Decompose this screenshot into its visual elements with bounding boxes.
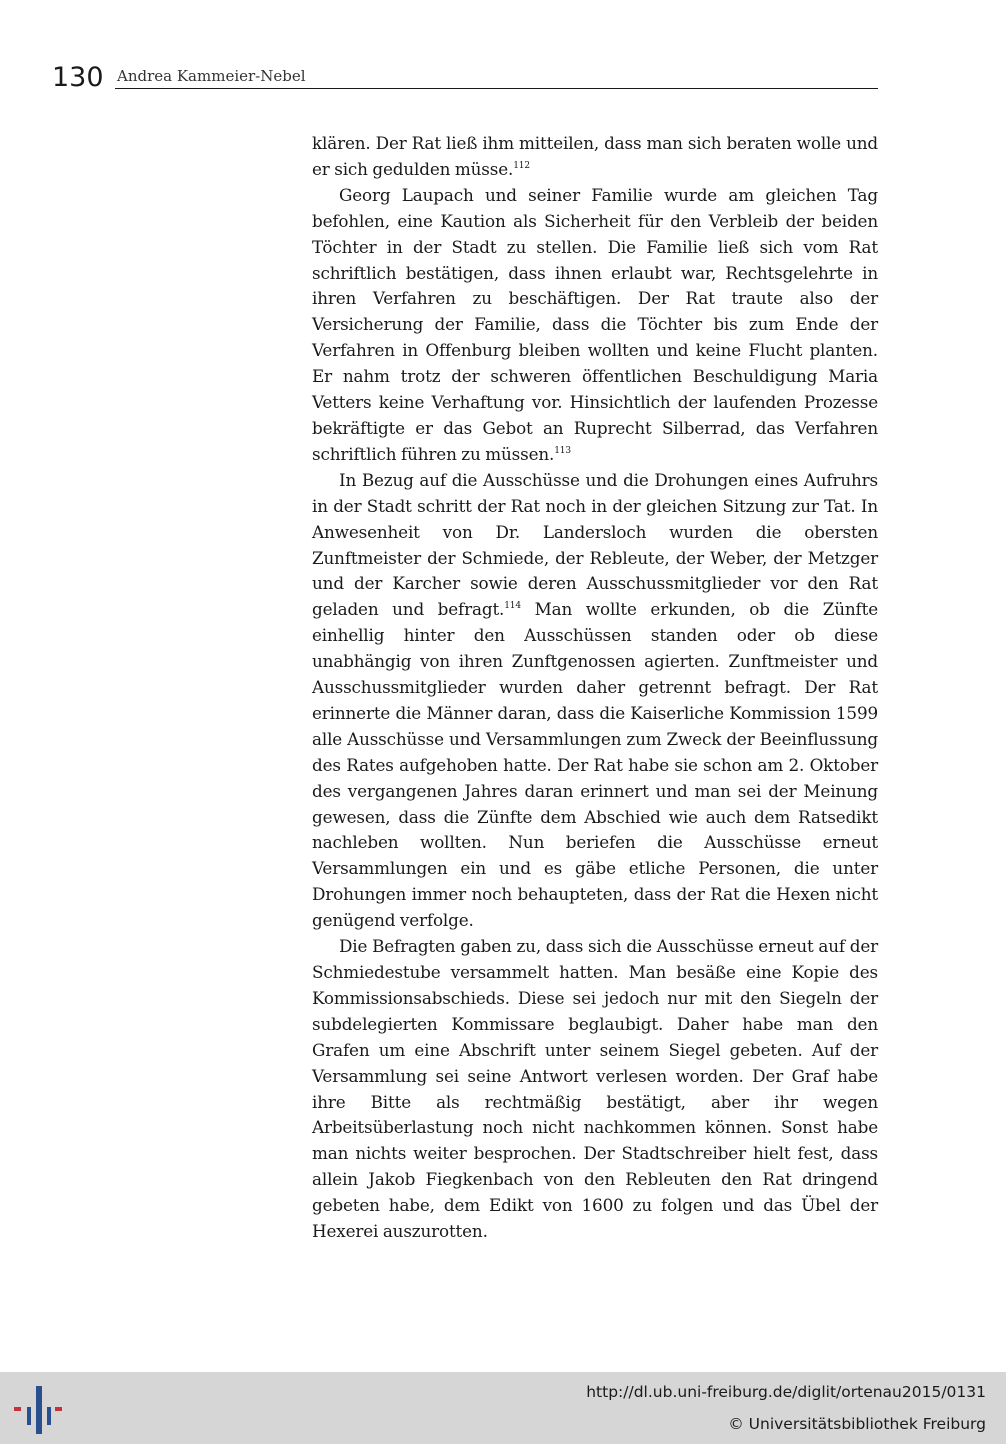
body-paragraph (312, 131, 878, 183)
page-number: 130 (52, 62, 104, 93)
running-head-author: Andrea Kammeier-Nebel (117, 67, 306, 85)
footnote-marker[interactable]: 114 (504, 601, 521, 612)
footer-copyright: © Universitätsbibliothek Freiburg (728, 1415, 986, 1433)
paragraph-text: Die Befragten gaben zu, dass sich die Ausschüsse erneut auf der Schmiedestube versammelt hatten. Man besäße eine Kopie des Kommissionsabschieds. Diese sei jedoch nur mit den Siegeln der subdelegierten Kommissare beglaubigt. Daher habe man den Grafen um eine Abschrift unter seinem Siegel gebeten. Auf der Versammlung sei seine Antwort verlesen worden. Der Graf habe ihre Bitte als rechtmäßig bestätigt, aber ihr wegen Arbeitsüberlastung noch nicht nachkommen können. Sonst habe man nichts weiter besprochen. Der Stadtschreiber hielt fest, dass allein Jakob Fiegkenbach von den Rebleuten den Rat dringend gebeten habe, dem Edikt von 1600 zu folgen und das Übel der Hexerei auszurotten. (312, 936, 878, 1242)
ub-freiburg-logo-icon (14, 1386, 66, 1434)
paragraph-text: In Bezug auf die Ausschüsse und die Drohungen eines Aufruhrs in der Stadt schritt der Rat noch in der gleichen Sitzung zur Tat. In Anwesenheit von Dr. Landersloch wurden die obersten Zunftmeister der Schmiede, der Rebleute, der Weber, der Metzger und der Karcher sowie deren Ausschussmitglieder vor den Rat geladen und befragt. (312, 469, 878, 620)
footer-bar (0, 1372, 1006, 1444)
page-header (0, 0, 1006, 100)
paragraph-text: Georg Laupach und seiner Familie wurde am gleichen Tag befohlen, eine Kaution als Sicherheit für den Verbleib der beiden Töchter in der Stadt zu stellen. Die Familie ließ sich vom Rat schriftlich bestätigen, dass ihnen erlaubt war, Rechtsgelehrte in ihren Verfahren zu beschäftigen. Der Rat traute also der Versicherung der Familie, dass die Töchter bis zum Ende der Verfahren in Offenburg bleiben wollten und keine Flucht planten. Er nahm trotz der schweren öffentlichen Beschuldigung Maria Vetters keine Verhaftung vor. Hinsichtlich der laufenden Prozesse bekräftigte er das Gebot an Ruprecht Silberrad, das Verfahren schriftlich führen zu müssen. (312, 184, 878, 464)
paragraph-text: Man wollte erkunden, ob die Zünfte einhellig hinter den Ausschüssen standen oder ob diese unabhängig von ihren Zunftgenossen agierten. Zunftmeister und Ausschussmitglieder wurden daher getrennt befragt. Der Rat erinnerte die Männer daran, dass die Kaiserliche Kommission 1599 alle Ausschüsse und Versammlungen zum Zweck der Beeinflussung des Rates aufgehoben hatte. Der Rat habe sie schon am 2. Oktober des vergangenen Jahres daran erinnert und man sei der Meinung gewesen, dass die Zünfte dem Abschied wie auch dem Ratsedikt nachleben wollten. Nun beriefen die Ausschüsse erneut Versammlungen ein und es gäbe etliche Personen, die unter Drohungen immer noch behaupteten, dass der Rat die Hexen nicht genügend verfolge. (312, 599, 878, 931)
body-text (312, 131, 878, 1245)
footer-url-link[interactable]: http://dl.ub.uni-freiburg.de/diglit/ortenau2015/0131 (586, 1383, 986, 1401)
paragraph-text: klären. Der Rat ließ ihm mitteilen, dass man sich beraten wolle und er sich gedulden müsse. (312, 133, 878, 179)
body-paragraph (312, 183, 878, 468)
footnote-marker[interactable]: 112 (513, 160, 530, 171)
body-paragraph (312, 934, 878, 1245)
body-paragraph (312, 468, 878, 934)
header-rule (115, 88, 878, 89)
footnote-marker[interactable]: 113 (554, 445, 571, 456)
